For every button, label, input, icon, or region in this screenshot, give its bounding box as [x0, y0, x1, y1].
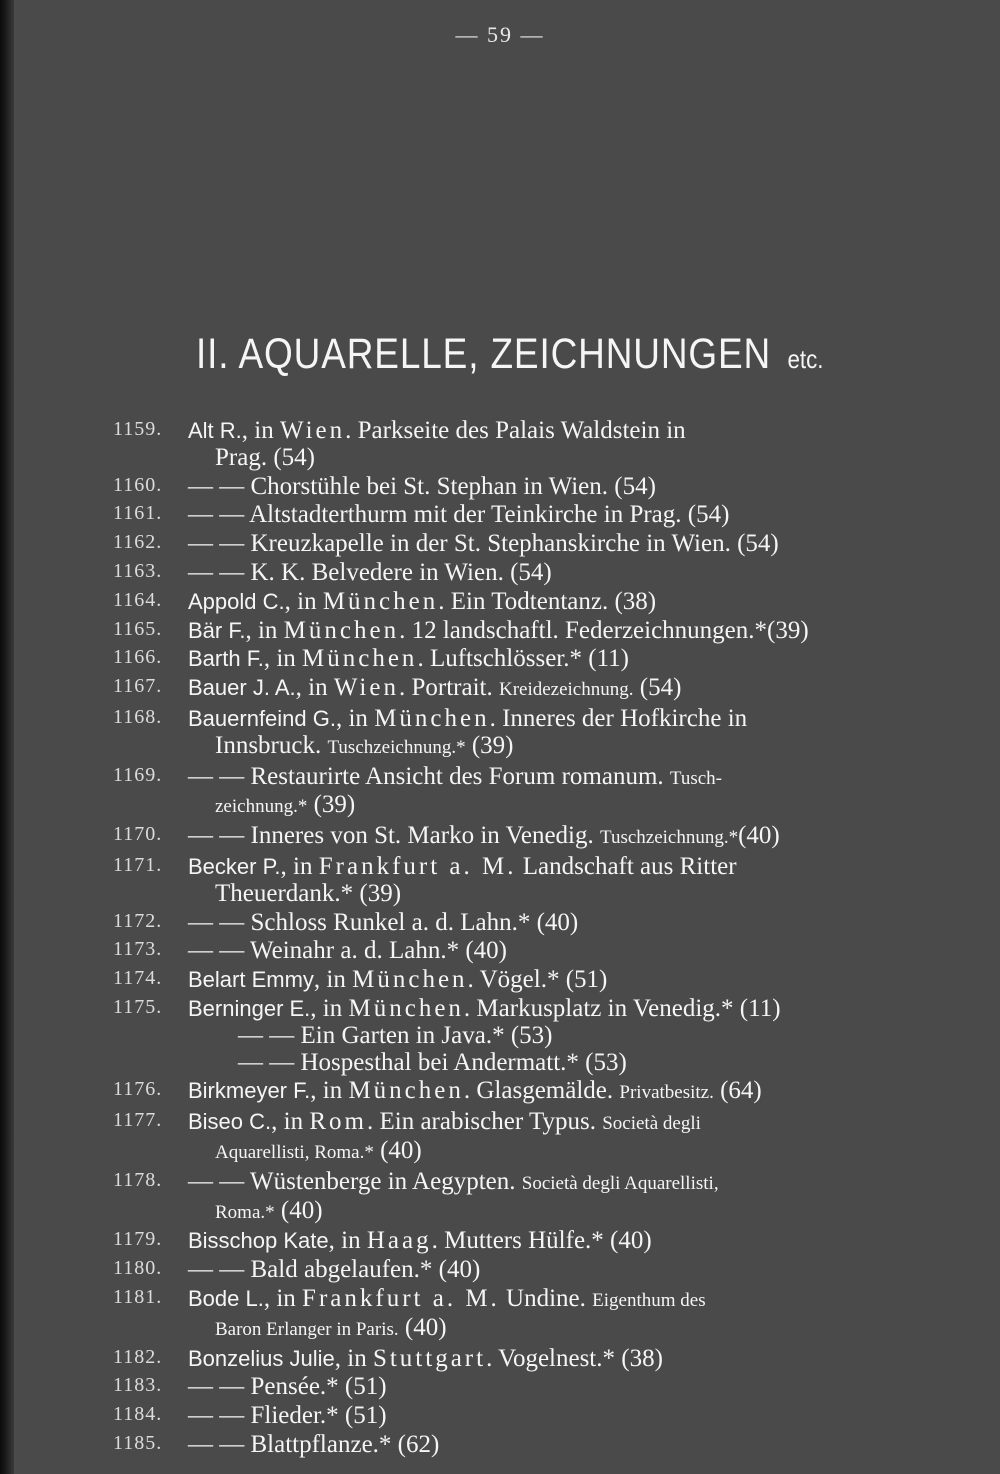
catalogue-entry: [0, 646, 918, 673]
artist-name: Alt R.: [188, 418, 242, 443]
entry-line: [188, 823, 918, 852]
entry-continuation-line: [188, 792, 918, 821]
catalogue-entry: [0, 1286, 918, 1344]
catalogue-entry: [0, 418, 918, 472]
entry-number: 1182.: [113, 1345, 163, 1368]
entry-line: [188, 1346, 918, 1373]
entry-number: 1160.: [113, 473, 163, 496]
entry-line: [188, 531, 918, 558]
entry-text: (64): [713, 1077, 762, 1105]
entry-number: 1169.: [113, 763, 163, 786]
entry-number: 1167.: [113, 675, 163, 698]
entry-note: Privatbesitz.: [619, 1082, 714, 1104]
catalogue-entry: [0, 1228, 918, 1255]
entry-note: Eigenthum des: [592, 1289, 706, 1311]
entry-text: , in: [295, 674, 334, 702]
entry-text: . Portrait.: [398, 674, 499, 702]
entry-line: [188, 1228, 918, 1255]
catalogue-entry: [0, 706, 918, 762]
entry-number: 1175.: [113, 995, 163, 1018]
entry-text: — — Weinahr a. d. Lahn.* (40): [188, 937, 507, 965]
entry-number: 1180.: [113, 1257, 163, 1280]
artist-name: Biseo C.: [188, 1109, 272, 1135]
artist-name: Birkmeyer F.: [188, 1078, 311, 1104]
entry-text: — — Ein Garten in Java.* (53): [238, 1021, 553, 1049]
entry-text: Landschaft aus Ritter: [516, 852, 737, 880]
artist-city: München: [374, 704, 490, 732]
catalogue-entry: [0, 531, 918, 558]
entry-text: , in: [328, 1227, 367, 1255]
catalogue-entry: [0, 474, 918, 501]
catalogue-entry: [0, 1078, 918, 1107]
entry-number: 1162.: [113, 531, 163, 554]
entry-note: Società degli Aquarellisti,: [521, 1172, 719, 1194]
catalogue-entry: [0, 967, 918, 994]
entry-text: Theuerdank.* (39): [215, 879, 402, 907]
catalogue-entry: [0, 502, 918, 529]
entry-line: [188, 1286, 918, 1315]
catalogue-entry: [0, 854, 918, 908]
section-title: [196, 330, 850, 379]
artist-city: Frankfurt a. M.: [318, 852, 517, 880]
entry-line: [188, 996, 918, 1023]
entry-text: (40): [398, 1313, 447, 1341]
entry-line: [188, 854, 918, 881]
entry-text: — — Kreuzkapelle in der St. Stephanskirche in Wien. (54): [188, 530, 779, 558]
entry-note: Tusch-: [669, 767, 722, 789]
artist-city: München: [348, 1077, 464, 1105]
entry-text: — — Restaurirte Ansicht des Forum romanum.: [188, 762, 670, 790]
entry-line: [188, 502, 918, 529]
entry-line: [188, 1109, 918, 1138]
entry-line: [188, 560, 918, 587]
entry-text: . Markusplatz in Venedig.* (11): [463, 994, 781, 1022]
entry-text: — — Bald abgelaufen.* (40): [188, 1256, 481, 1284]
entry-text: (54): [633, 674, 682, 702]
entry-line: [188, 1403, 918, 1430]
entry-continuation-line: [188, 1023, 918, 1050]
entry-text: (39): [465, 731, 514, 759]
entry-continuation-line: [188, 445, 918, 472]
entry-line: [188, 589, 918, 616]
entry-text: , in: [310, 994, 349, 1022]
entry-line: [188, 675, 918, 704]
entry-line: [188, 646, 918, 673]
entry-number: 1168.: [113, 705, 163, 728]
page-number: — 59 —: [455, 22, 545, 47]
catalogue-entry: [0, 1403, 918, 1430]
entry-text: (40): [373, 1136, 422, 1164]
entry-number: 1170.: [113, 823, 163, 846]
artist-name: Bauer J. A.: [188, 675, 296, 701]
artist-city: München: [322, 587, 439, 615]
catalogue-entry: [0, 1169, 918, 1227]
entry-text: , in: [271, 1108, 310, 1136]
entry-text: . 12 landschaftl. Federzeichnungen.*(39): [399, 616, 809, 644]
catalogue-entry: [0, 560, 918, 587]
entry-text: — — Blattpflanze.* (62): [188, 1430, 440, 1458]
artist-city: Haag: [366, 1227, 432, 1255]
entry-text: , in: [245, 616, 284, 644]
artist-name: Berninger E.: [188, 995, 311, 1021]
entry-text: Prag. (54): [215, 443, 315, 471]
entry-number: 1174.: [113, 967, 163, 990]
entry-text: . Luftschlösser.* (11): [417, 645, 629, 673]
entry-text: — — K. K. Belvedere in Wien. (54): [188, 558, 552, 586]
entry-number: 1179.: [113, 1228, 163, 1251]
entry-continuation-line: [188, 1138, 918, 1167]
entry-text: — — Flieder.* (51): [188, 1402, 387, 1430]
entry-continuation-line: [188, 881, 918, 908]
catalogue-entry: [0, 938, 918, 965]
artist-city: München: [352, 966, 468, 994]
entry-text: — — Altstadterthurm mit der Teinkirche in Prag. (54): [188, 501, 730, 529]
entry-text: , in: [313, 966, 353, 994]
entry-line: [188, 706, 918, 733]
entry-text: (40): [274, 1196, 323, 1224]
entry-number: 1164.: [113, 588, 163, 611]
entry-number: 1177.: [113, 1109, 163, 1132]
entry-text: — — Chorstühle bei St. Stephan in Wien. (54): [188, 472, 656, 500]
entry-text: , in: [263, 645, 303, 673]
entry-number: 1173.: [113, 938, 163, 961]
artist-name: Belart Emmy: [188, 967, 314, 993]
entry-text: Innsbruck.: [215, 731, 328, 759]
entry-number: 1183.: [113, 1374, 163, 1397]
entry-note: Roma.*: [215, 1201, 275, 1223]
entry-number: 1176.: [113, 1078, 163, 1101]
entry-number: 1165.: [113, 617, 163, 640]
entry-text: . Glasgemälde.: [463, 1077, 620, 1105]
entry-number: 1163.: [113, 559, 163, 582]
entry-text: . Ein Todtentanz. (38): [438, 587, 657, 615]
entry-line: [188, 1078, 918, 1107]
entry-note: Tuschzeichnung.*: [600, 827, 739, 849]
entry-text: . Vogelnest.* (38): [486, 1344, 663, 1372]
entry-note: Aquarellisti, Roma.*: [215, 1141, 374, 1163]
entry-line: [188, 938, 918, 965]
entry-text: , in: [263, 1284, 303, 1312]
entry-text: . Mutters Hülfe.* (40): [431, 1227, 652, 1255]
artist-name: Bauernfeind G.: [188, 705, 336, 731]
entry-line: [188, 910, 918, 937]
entry-line: [188, 1374, 918, 1401]
entry-note: Società degli: [602, 1113, 701, 1135]
entry-text: — — Schloss Runkel a. d. Lahn.* (40): [188, 908, 579, 936]
catalogue-entry: [0, 764, 918, 822]
catalogue-entry-list: [0, 418, 1000, 1461]
entry-text: , in: [280, 852, 319, 880]
catalogue-entry: [0, 675, 918, 704]
artist-city: München: [302, 645, 418, 673]
artist-city: Frankfurt a. M.: [302, 1284, 500, 1312]
entry-text: — — Hospesthal bei Andermatt.* (53): [238, 1048, 627, 1076]
catalogue-entry: [0, 1432, 918, 1459]
entry-number: 1171.: [113, 853, 163, 876]
artist-name: Bisschop Kate: [188, 1228, 329, 1254]
artist-name: Appold C.: [188, 588, 285, 614]
entry-line: [188, 1432, 918, 1459]
artist-name: Bonzelius Julie: [188, 1345, 335, 1371]
entry-line: [188, 618, 918, 645]
entry-text: . Inneres der Hofkirche in: [489, 704, 748, 732]
entry-text: . Vögel.* (51): [467, 966, 608, 994]
entry-line: [188, 474, 918, 501]
catalogue-entry: [0, 1346, 918, 1373]
entry-note: zeichnung.*: [215, 796, 308, 818]
catalogue-entry: [0, 618, 918, 645]
artist-city: Stuttgart: [372, 1344, 487, 1372]
entry-continuation-line: [188, 1315, 918, 1344]
section-title-text: II. AQUARELLE, ZEICHNUNGEN: [196, 330, 772, 378]
catalogue-entry: [0, 996, 918, 1076]
entry-line: [188, 764, 918, 793]
entry-text: , in: [334, 1344, 373, 1372]
artist-city: Wien: [333, 674, 399, 702]
entry-text: , in: [284, 587, 323, 615]
section-title-suffix: etc.: [787, 344, 824, 374]
artist-city: München: [348, 994, 464, 1022]
catalogue-entry: [0, 1257, 918, 1284]
entry-number: 1184.: [113, 1403, 163, 1426]
entry-line: [188, 418, 918, 445]
entry-number: 1172.: [113, 909, 163, 932]
entry-number: 1166.: [113, 646, 163, 669]
entry-text: , in: [241, 417, 280, 444]
entry-line: [188, 1169, 918, 1198]
entry-continuation-line: [188, 1198, 918, 1227]
entry-text: — — Pensée.* (51): [188, 1373, 387, 1401]
entry-text: — — Wüstenberge in Aegypten.: [188, 1167, 522, 1195]
artist-city: Rom: [309, 1108, 367, 1136]
entry-text: , in: [310, 1077, 349, 1105]
entry-note: Baron Erlanger in Paris.: [215, 1318, 399, 1340]
entry-text: (40): [738, 822, 780, 850]
entry-continuation-line: [188, 733, 918, 762]
artist-name: Barth F.: [188, 646, 264, 672]
artist-city: Wien: [280, 417, 346, 444]
entry-number: 1159.: [113, 418, 163, 440]
entry-text: , in: [335, 704, 375, 732]
entry-line: [188, 1257, 918, 1284]
entry-number: 1185.: [113, 1431, 163, 1454]
artist-name: Bode L.: [188, 1285, 264, 1311]
entry-number: 1178.: [113, 1168, 163, 1191]
catalogue-entry: [0, 823, 918, 852]
entry-continuation-line: [188, 1050, 918, 1077]
entry-line: [188, 967, 918, 994]
artist-name: Becker P.: [188, 853, 281, 879]
entry-text: . Parkseite des Palais Waldstein in: [345, 417, 686, 444]
catalogue-entry: [0, 589, 918, 616]
catalogue-entry: [0, 1109, 918, 1167]
catalogue-entry: [0, 1374, 918, 1401]
entry-text: (39): [307, 791, 356, 819]
artist-city: München: [283, 616, 400, 644]
entry-note: Kreidezeichnung.: [498, 679, 634, 701]
entry-text: Undine.: [499, 1284, 593, 1312]
entry-text: — — Inneres von St. Marko in Venedig.: [188, 822, 600, 850]
entry-note: Tuschzeichnung.*: [327, 736, 466, 758]
entry-number: 1181.: [113, 1285, 163, 1308]
entry-number: 1161.: [113, 502, 163, 525]
entry-text: . Ein arabischer Typus.: [366, 1108, 603, 1136]
catalogue-entry: [0, 910, 918, 937]
artist-name: Bär F.: [188, 617, 246, 643]
